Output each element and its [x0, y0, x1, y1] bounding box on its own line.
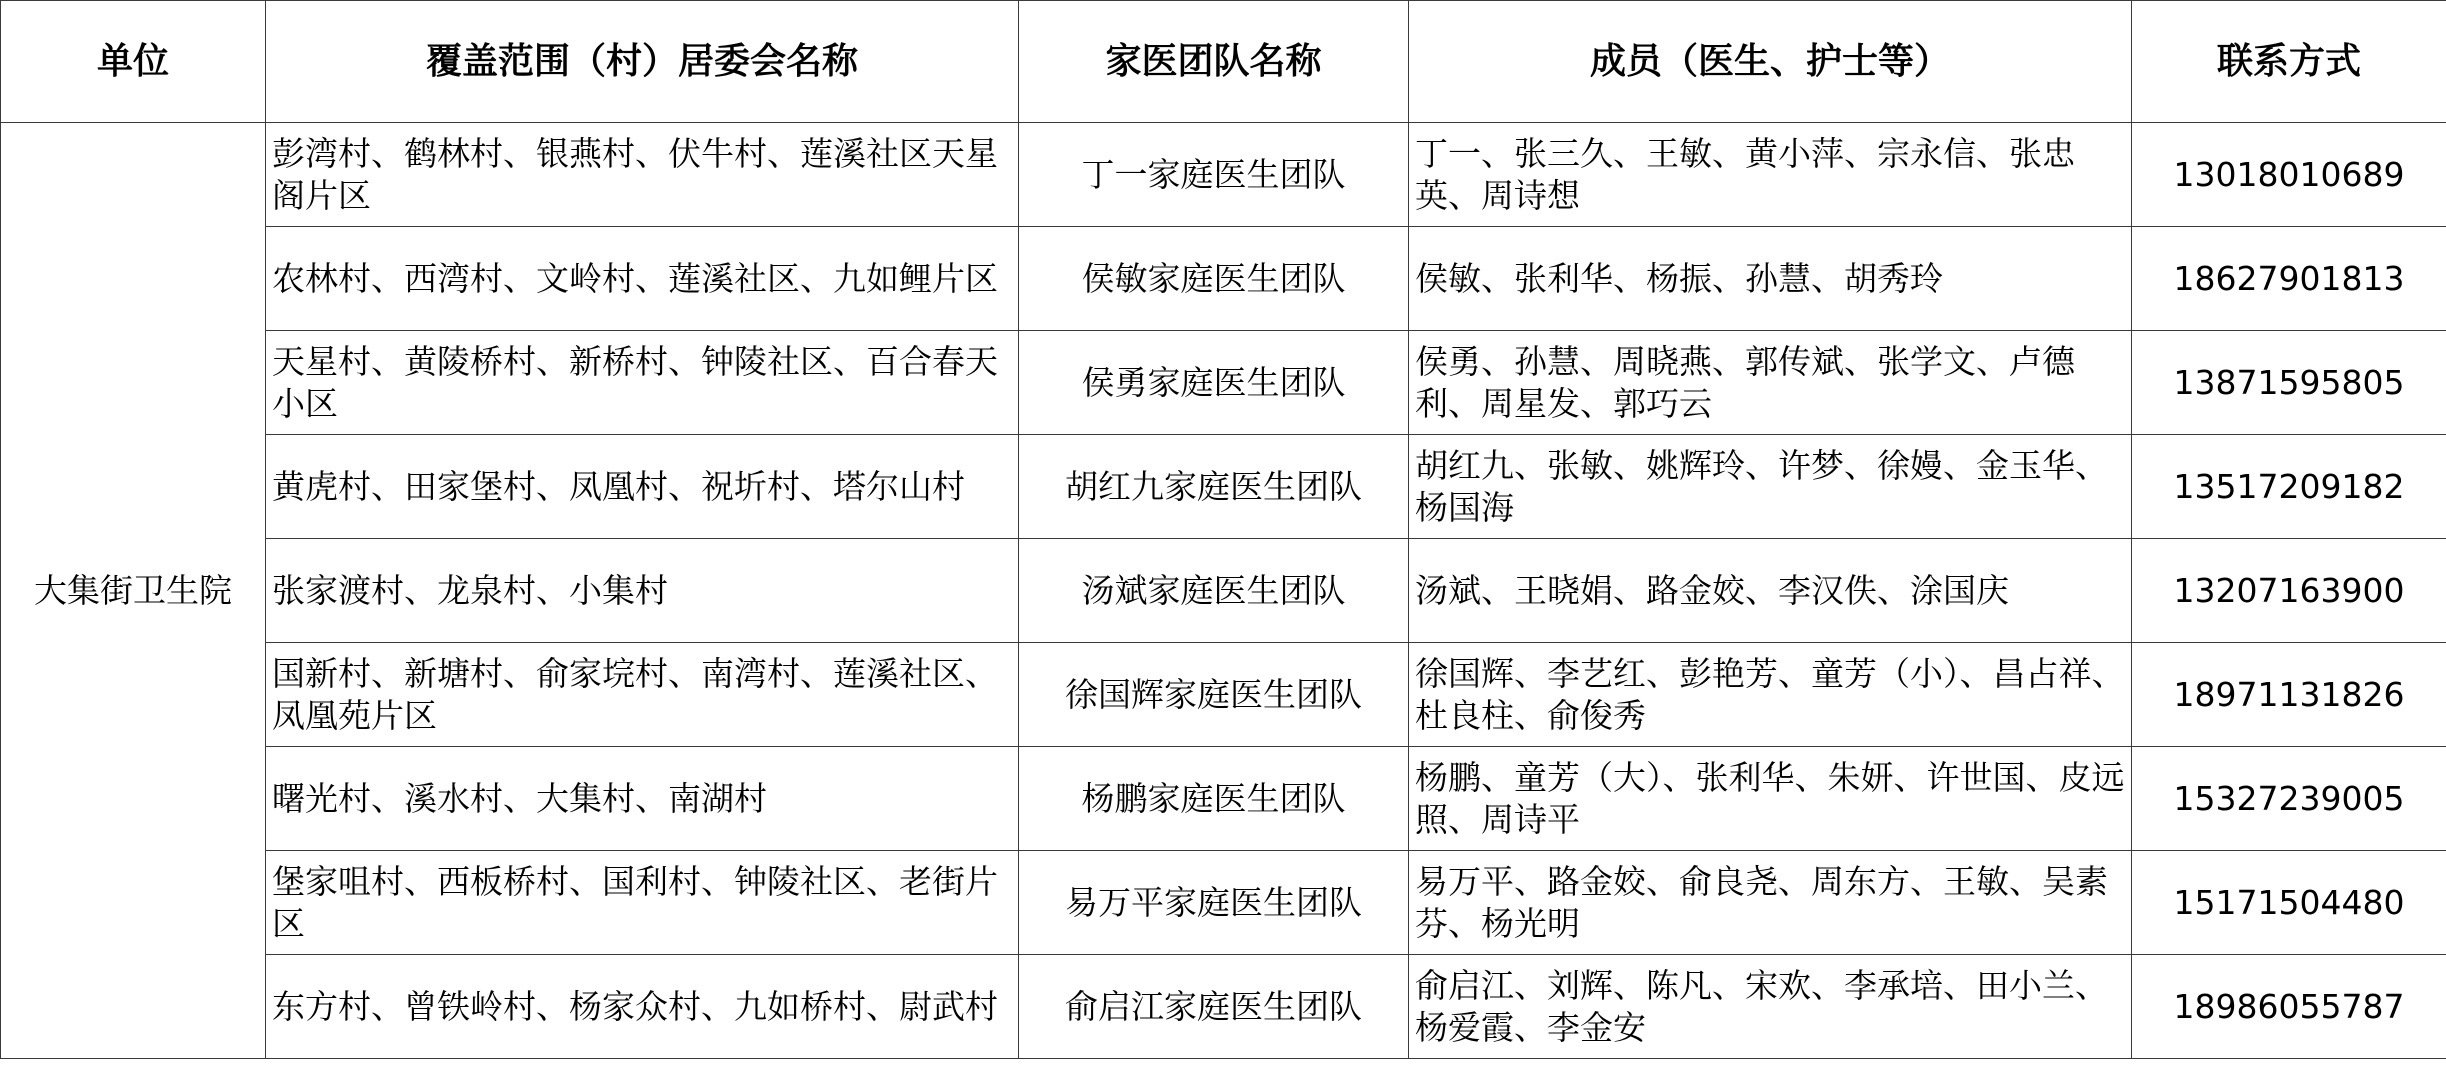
members-cell: 丁一、张三久、王敏、黄小萍、宗永信、张忠英、周诗想: [1409, 123, 2132, 227]
coverage-cell: 张家渡村、龙泉村、小集村: [266, 539, 1019, 643]
members-cell: 易万平、路金姣、俞良尧、周东方、王敏、吴素芬、杨光明: [1409, 851, 2132, 955]
coverage-cell: 农林村、西湾村、文岭村、莲溪社区、九如鲤片区: [266, 227, 1019, 331]
header-members: 成员（医生、护士等）: [1409, 1, 2132, 123]
team-name-cell: 侯勇家庭医生团队: [1019, 331, 1409, 435]
table-row: [1, 643, 2446, 747]
header-team-name: 家医团队名称: [1019, 1, 1409, 123]
table-row: [1, 851, 2446, 955]
members-cell: 胡红九、张敏、姚辉玲、许梦、徐嫚、金玉华、杨国海: [1409, 435, 2132, 539]
unit-cell: 大集街卫生院: [1, 123, 266, 1059]
team-name-cell: 徐国辉家庭医生团队: [1019, 643, 1409, 747]
team-name-cell: 汤斌家庭医生团队: [1019, 539, 1409, 643]
coverage-cell: 曙光村、溪水村、大集村、南湖村: [266, 747, 1019, 851]
table-row: [1, 331, 2446, 435]
coverage-cell: 东方村、曾铁岭村、杨家众村、九如桥村、尉武村: [266, 955, 1019, 1059]
members-cell: 侯敏、张利华、杨振、孙慧、胡秀玲: [1409, 227, 2132, 331]
phone-cell: 18971131826: [2132, 643, 2446, 747]
header-unit: 单位: [1, 1, 266, 123]
phone-cell: 13517209182: [2132, 435, 2446, 539]
table-row: [1, 955, 2446, 1059]
members-cell: 杨鹏、童芳（大）、张利华、朱妍、许世国、皮远照、周诗平: [1409, 747, 2132, 851]
coverage-cell: 彭湾村、鹤林村、银燕村、伏牛村、莲溪社区天星阁片区: [266, 123, 1019, 227]
team-name-cell: 易万平家庭医生团队: [1019, 851, 1409, 955]
coverage-cell: 黄虎村、田家堡村、凤凰村、祝圻村、塔尔山村: [266, 435, 1019, 539]
table-row: [1, 747, 2446, 851]
table-row: [1, 539, 2446, 643]
members-cell: 汤斌、王晓娟、路金姣、李汉佚、涂国庆: [1409, 539, 2132, 643]
phone-cell: 13018010689: [2132, 123, 2446, 227]
table-body: [1, 123, 2446, 1059]
table-row: [1, 227, 2446, 331]
phone-cell: 18627901813: [2132, 227, 2446, 331]
team-name-cell: 胡红九家庭医生团队: [1019, 435, 1409, 539]
members-cell: 侯勇、孙慧、周晓燕、郭传斌、张学文、卢德利、周星发、郭巧云: [1409, 331, 2132, 435]
phone-cell: 13871595805: [2132, 331, 2446, 435]
team-name-cell: 杨鹏家庭医生团队: [1019, 747, 1409, 851]
phone-cell: 15171504480: [2132, 851, 2446, 955]
table-row: [1, 435, 2446, 539]
team-name-cell: 丁一家庭医生团队: [1019, 123, 1409, 227]
coverage-cell: 堡家咀村、西板桥村、国利村、钟陵社区、老街片区: [266, 851, 1019, 955]
team-name-cell: 俞启江家庭医生团队: [1019, 955, 1409, 1059]
phone-cell: 15327239005: [2132, 747, 2446, 851]
header-row: [1, 1, 2446, 123]
header-contact: 联系方式: [2132, 1, 2446, 123]
team-name-cell: 侯敏家庭医生团队: [1019, 227, 1409, 331]
phone-cell: 13207163900: [2132, 539, 2446, 643]
members-cell: 俞启江、刘辉、陈凡、宋欢、李承培、田小兰、杨爱霞、李金安: [1409, 955, 2132, 1059]
table-row: [1, 123, 2446, 227]
members-cell: 徐国辉、李艺红、彭艳芳、童芳（小）、昌占祥、杜良柱、俞俊秀: [1409, 643, 2132, 747]
coverage-cell: 国新村、新塘村、俞家垸村、南湾村、莲溪社区、凤凰苑片区: [266, 643, 1019, 747]
phone-cell: 18986055787: [2132, 955, 2446, 1059]
table-header: [1, 1, 2446, 123]
header-coverage: 覆盖范围（村）居委会名称: [266, 1, 1019, 123]
coverage-cell: 天星村、黄陵桥村、新桥村、钟陵社区、百合春天小区: [266, 331, 1019, 435]
